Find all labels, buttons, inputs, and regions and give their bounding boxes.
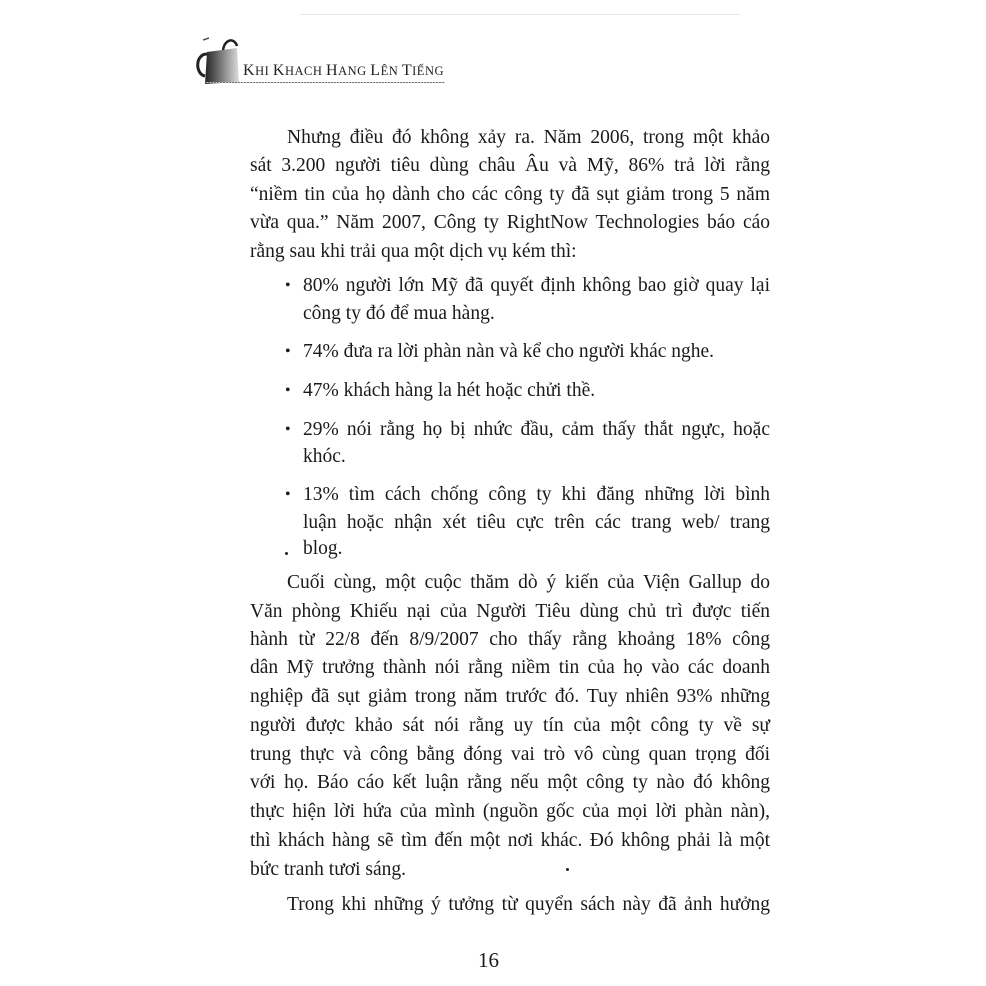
bullet-icon: • xyxy=(285,486,291,503)
bullet-line: 29% nói rằng họ bị nhức đầu, cảm thấy thắt ngực, hoặc xyxy=(303,419,770,440)
paragraph-line: với họ. Báo cáo kết luận rằng nếu một công ty nào đó không xyxy=(250,772,770,793)
paragraph-line: sát 3.200 người tiêu dùng châu Âu và Mỹ, 86% trả lời rằng xyxy=(250,155,770,176)
bullet-line: blog. xyxy=(303,538,343,559)
paragraph-line: bức tranh tươi sáng. xyxy=(250,859,406,880)
shopping-bag-logo-icon xyxy=(193,34,243,86)
paragraph-line: vừa qua.” Năm 2007, Công ty RightNow Technologies báo cáo xyxy=(250,212,770,233)
page-number: 16 xyxy=(478,948,499,972)
bullet-line: khóc. xyxy=(303,446,346,467)
bullet-icon: • xyxy=(285,343,291,360)
bullet-line: 13% tìm cách chống công ty khi đăng những lời bình xyxy=(303,484,770,505)
bullet-line: luận hoặc nhận xét tiêu cực trên các trang web/ trang xyxy=(303,512,770,533)
paragraph-line: thì khách hàng sẽ tìm đến một nơi khác. Đó không phải là một xyxy=(250,830,770,851)
bullet-line: công ty đó để mua hàng. xyxy=(303,303,495,324)
scan-speck xyxy=(285,552,288,555)
scan-speck xyxy=(566,868,569,871)
bullet-icon: • xyxy=(285,382,291,399)
paragraph-line: thực hiện lời hứa của mình (nguồn gốc của mọi lời phàn nàn), xyxy=(250,801,770,822)
paragraph-line: rằng sau khi trải qua một dịch vụ kém thì: xyxy=(250,241,577,262)
paragraph-line: người được khảo sát nói rằng uy tín của một công ty về sự xyxy=(250,715,770,736)
bullet-line: 47% khách hàng la hét hoặc chửi thề. xyxy=(303,380,596,401)
paragraph-line: trung thực và công bằng đóng vai trò vô cùng quan trọng đối xyxy=(250,744,770,765)
bullet-line: 80% người lớn Mỹ đã quyết định không bao giờ quay lại xyxy=(303,275,770,296)
running-header-title: KHI KHACH HANG LÊN TIẾNG xyxy=(243,62,444,79)
bullet-icon: • xyxy=(285,277,291,294)
paragraph-line: Nhưng điều đó không xảy ra. Năm 2006, trong một khảo xyxy=(287,127,770,148)
paragraph-line: Văn phòng Khiếu nại của Người Tiêu dùng chủ trì được tiến xyxy=(250,601,770,622)
paragraph-line: nghiệp đã sụt giảm trong năm trước đó. Tuy nhiên 93% những xyxy=(250,686,770,707)
paragraph-line: Trong khi những ý tưởng từ quyển sách này đã ảnh hưởng xyxy=(287,894,770,915)
paragraph-line: hành từ 22/8 đến 8/9/2007 cho thấy rằng khoảng 18% công xyxy=(250,629,770,650)
bullet-icon: • xyxy=(285,421,291,438)
scan-edge-line xyxy=(300,14,740,15)
paragraph-line: “niềm tin của họ dành cho các công ty đã sụt giảm trong 5 năm xyxy=(250,184,770,205)
bullet-line: 74% đưa ra lời phàn nàn và kể cho người khác nghe. xyxy=(303,341,715,362)
paragraph-line: Cuối cùng, một cuộc thăm dò ý kiến của Viện Gallup do xyxy=(287,572,770,593)
paragraph-line: dân Mỹ trưởng thành nói rằng niềm tin của họ vào các doanh xyxy=(250,657,770,678)
header-rule xyxy=(205,82,445,83)
